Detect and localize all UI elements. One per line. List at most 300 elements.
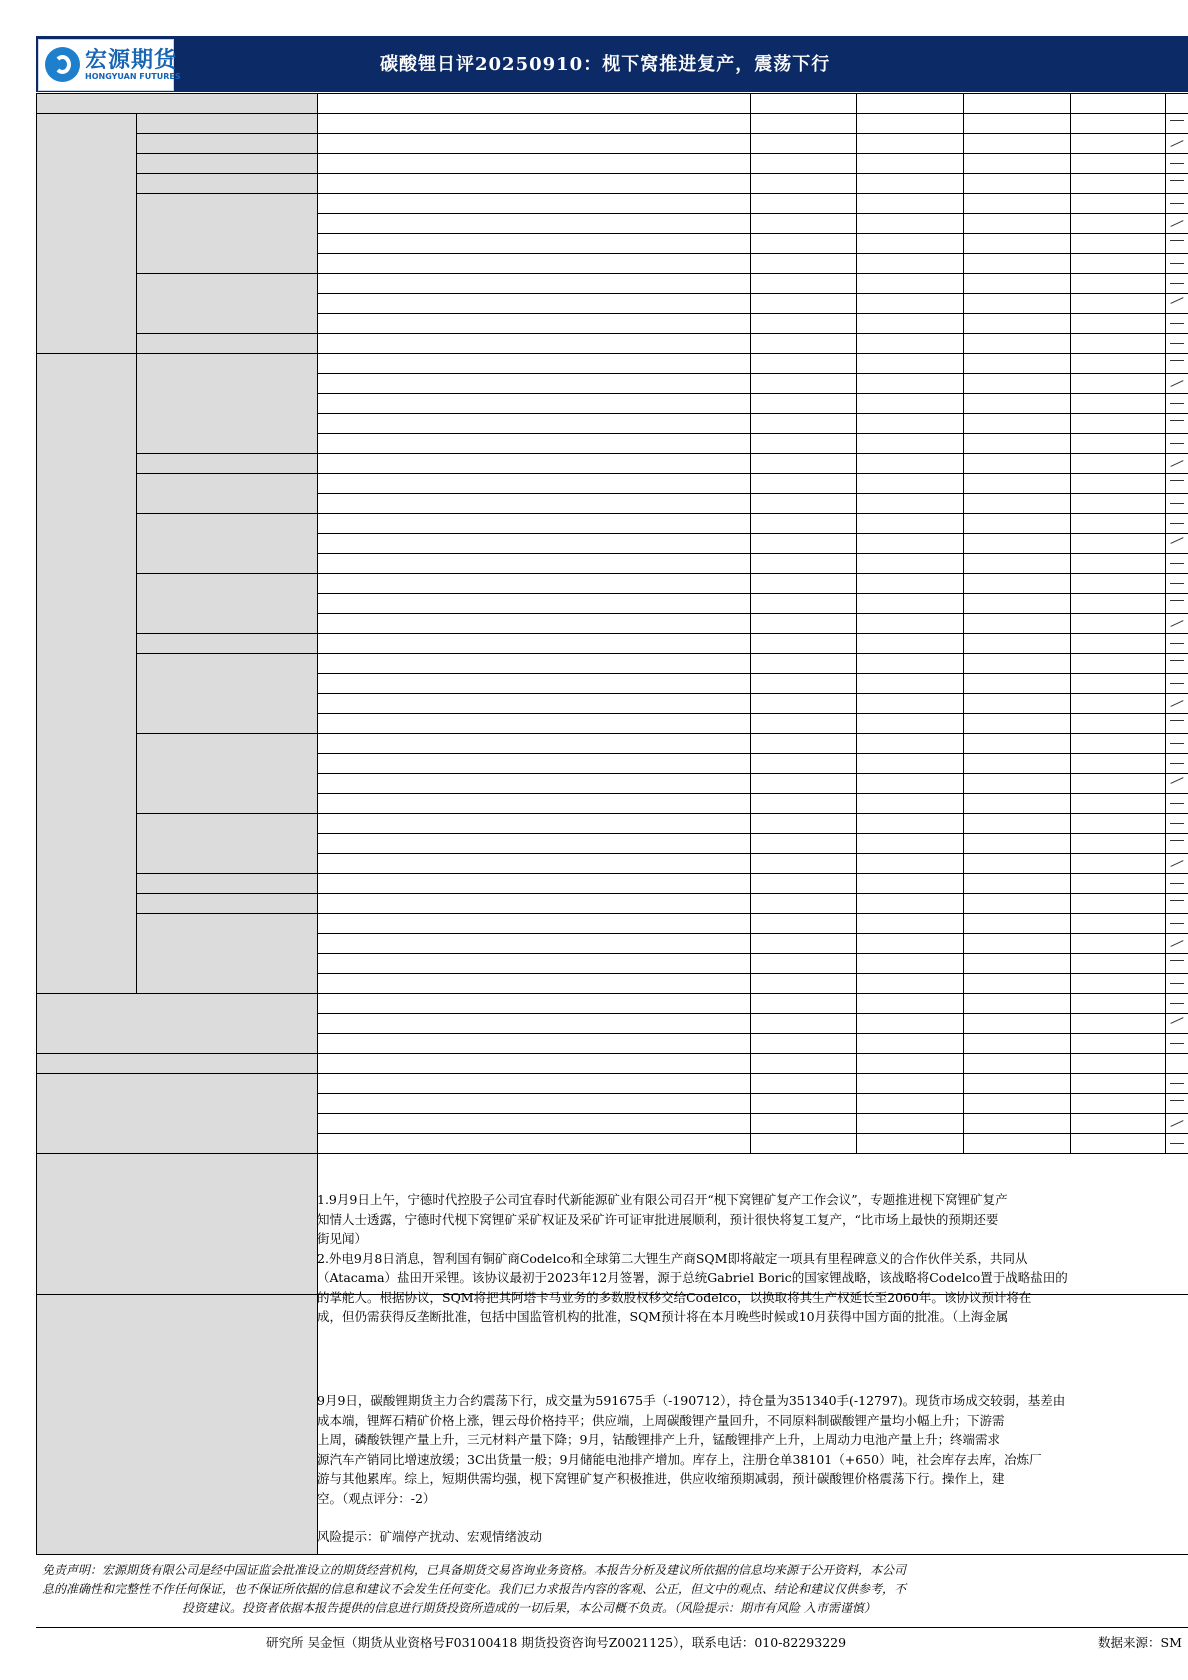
row-change [1070, 193, 1165, 213]
row-value [750, 273, 856, 293]
sparkline-mark [1170, 1083, 1184, 1084]
sparkline-mark [1170, 523, 1184, 524]
trend-sparkline-cell [1165, 293, 1188, 313]
row-value [963, 613, 1070, 633]
row-value [856, 533, 963, 553]
trend-sparkline-cell [1165, 933, 1188, 953]
row-value [856, 293, 963, 313]
table1-date-label [317, 93, 750, 113]
sparkline-mark [1170, 683, 1184, 684]
row-change [1070, 293, 1165, 313]
row-value [856, 793, 963, 813]
row-item-label [317, 313, 750, 333]
trend-sparkline-cell [1165, 793, 1188, 813]
row-item-label [317, 873, 750, 893]
row-change [1070, 713, 1165, 733]
row-value [856, 933, 963, 953]
row-item-label [317, 833, 750, 853]
trend-sparkline-cell [1165, 573, 1188, 593]
row-item-label [317, 913, 750, 933]
row-value [856, 593, 963, 613]
row-value [856, 953, 963, 973]
row-value [856, 653, 963, 673]
row-value [750, 433, 856, 453]
sparkline-mark [1170, 537, 1183, 544]
row-change [1070, 253, 1165, 273]
trend-sparkline-cell [1165, 173, 1188, 193]
sparkline-mark [1170, 803, 1184, 804]
row-value [750, 253, 856, 273]
inventory-value [856, 1113, 963, 1133]
row-item-label [317, 573, 750, 593]
row-value [963, 293, 1070, 313]
row-item-label [317, 273, 750, 293]
row-change [1070, 173, 1165, 193]
row-value [856, 813, 963, 833]
row-value [856, 973, 963, 993]
inventory-change [1070, 1133, 1165, 1153]
row-change [1070, 313, 1165, 333]
row-value [963, 693, 1070, 713]
row-value [856, 573, 963, 593]
row-change [1070, 433, 1165, 453]
logo-cn-text: 宏源期货 [85, 48, 178, 73]
sparkline-mark [1170, 380, 1183, 387]
row-value [856, 153, 963, 173]
row-value [963, 933, 1070, 953]
sparkline-mark [1170, 883, 1184, 884]
inventory-change [1070, 1073, 1165, 1093]
span-group-label [136, 653, 317, 733]
row-value [963, 573, 1070, 593]
row-value [963, 873, 1070, 893]
row-value [750, 373, 856, 393]
sparkline-mark [1170, 563, 1184, 564]
row-value [963, 433, 1070, 453]
row-item-label [317, 713, 750, 733]
sparkline-mark [1170, 860, 1183, 867]
row-item-label [317, 413, 750, 433]
row-change [1070, 613, 1165, 633]
sparkline-mark [1170, 823, 1184, 824]
row-value [750, 473, 856, 493]
row-value [856, 753, 963, 773]
row-value [963, 193, 1070, 213]
row-item-label [317, 533, 750, 553]
sparkline-mark [1170, 1043, 1184, 1044]
row-change [1070, 813, 1165, 833]
span-group-label [136, 813, 317, 873]
row-value [750, 113, 856, 133]
inventory-value [856, 1093, 963, 1113]
trend-sparkline-cell [1165, 533, 1188, 553]
row-sub-label [136, 173, 317, 193]
sparkline-mark [1170, 900, 1184, 901]
row-value [750, 933, 856, 953]
row-value [963, 673, 1070, 693]
row-value [750, 393, 856, 413]
trend-sparkline-cell [1165, 393, 1188, 413]
row-value [856, 553, 963, 573]
strategy-text: 9月9日，碳酸锂期货主力合约震荡下行，成交量为591675手（-190712），持仓量为351340手(-12797)。现货市场成交较弱，基差由 成本端，锂辉石精矿价格上涨，锂云母价格持平；供应端，上周碳酸锂产量回升，不同原料制碳酸锂产量均小幅上升；下游需 上周，磷酸铁锂产量上升，三元材料产量下降；9月，钴酸锂排产上升，锰酸锂排产上升，上周动力电池产量上升；终端需求 源汽车产销同比增速放缓；3C出货量一般；9月储能电池排产增加。库存上，注册仓单38101（+650）吨，社会库存去库，冶炼厂 游与其他累库。综上，短期供需均强，枧下窝锂矿复产积极推进，供应收缩预期减弱，预计碳酸锂价格震荡下行。操作上，建 空。（观点评分：-2） [317, 1393, 1066, 1506]
trend-sparkline-cell [1165, 273, 1188, 293]
row-value [750, 553, 856, 573]
row-value [856, 733, 963, 753]
row-value [963, 773, 1070, 793]
row-value [856, 113, 963, 133]
row-item-label [317, 893, 750, 913]
row-value [856, 333, 963, 353]
disclaimer [42, 1561, 1188, 1623]
row-value [750, 833, 856, 853]
row-change [1070, 893, 1165, 913]
row-value [750, 713, 856, 733]
row-value [750, 153, 856, 173]
row-change [1070, 853, 1165, 873]
table1-corner [36, 93, 317, 113]
row-change [1070, 353, 1165, 373]
row-item-label [317, 853, 750, 873]
table1-change-header [1070, 93, 1165, 113]
row-item-label [317, 493, 750, 513]
row-value [963, 953, 1070, 973]
row-item-label [317, 1033, 750, 1053]
row-item-label [317, 753, 750, 773]
row-value [856, 993, 963, 1013]
row-item-label [317, 693, 750, 713]
row-value [963, 513, 1070, 533]
sparkline-mark [1170, 180, 1184, 181]
row-value [856, 173, 963, 193]
row-item-label [317, 213, 750, 233]
row-change [1070, 673, 1165, 693]
row-item-label [317, 393, 750, 413]
trend-sparkline-cell [1165, 233, 1188, 253]
trend-sparkline-cell [1165, 193, 1188, 213]
row-value [963, 373, 1070, 393]
row-value [750, 593, 856, 613]
row-value [963, 833, 1070, 853]
row-value [963, 813, 1070, 833]
news-label [36, 1153, 317, 1294]
row-item-label [317, 1013, 750, 1033]
trend-sparkline-cell [1165, 333, 1188, 353]
row-value [856, 353, 963, 373]
row-value [750, 313, 856, 333]
inventory-value [856, 1073, 963, 1093]
row-value [750, 793, 856, 813]
span-group-label [136, 353, 317, 453]
row-value [856, 233, 963, 253]
disclaimer-line-1: 免责声明：宏源期货有限公司是经中国证监会批准设立的期货经营机构，已具备期货交易咨询业务资格。本报告分析及建议所依据的信息均来源于公开资料，本公司 [42, 1563, 907, 1577]
sparkline-mark [1170, 620, 1183, 627]
news-text: 1.9月9日上午，宁德时代控股子公司宜春时代新能源矿业有限公司召开“枧下窝锂矿复产工作会议”，专题推进枧下窝锂矿复产 知情人士透露，宁德时代枧下窝锂矿采矿权证及采矿许可证审批进展顺利，预计很快将复工复产，“比市场上最快的预期还要 街见闻） 2.外电9月8日消息，智利国有铜矿商Codelco和全球第二大锂生产商SQM即将敲定一项具有里程碑意义的合作伙伴关系，共同从 （Atacama）盐田开采锂。该协议最初于2023年12月签署，源于总统Gabriel Boric的国家锂战略，该战略将Codelco置于战略盐田的 的掌舵人。根据协议，SQM将把其阿塔卡马业务的多数股权移交给Codelco，以换取将其生产权延长至2060年。该协议预计将在 成，但仍需获得反垄断批准，包括中国监管机构的批准，SQM预计将在本月晚些时候或10月获得中国方面的批准。（上海金属 [317, 1192, 1068, 1324]
sparkline-mark [1170, 960, 1184, 961]
trend-sparkline-cell [1165, 953, 1188, 973]
sparkline-mark [1170, 983, 1184, 984]
row-item-label [317, 813, 750, 833]
trend-sparkline-cell [1165, 373, 1188, 393]
row-change [1070, 553, 1165, 573]
sparkline-mark [1170, 600, 1184, 601]
trend-sparkline-cell [1165, 1073, 1188, 1093]
inventory-value [963, 1073, 1070, 1093]
row-value [750, 813, 856, 833]
row-value [963, 273, 1070, 293]
row-item-label [317, 613, 750, 633]
row-value [963, 913, 1070, 933]
row-item-label [317, 733, 750, 753]
sparkline-mark [1170, 420, 1184, 421]
disclaimer-line-2: 息的准确性和完整性不作任何保证，也不保证所依据的信息和建议不会发生任何变化。我们已力求报告内容的客观、公正，但文中的观点、结论和建议仅供参考，不 [42, 1582, 907, 1596]
row-value [856, 1013, 963, 1033]
sparkline-mark [1170, 240, 1184, 241]
row-value [963, 753, 1070, 773]
row-change [1070, 473, 1165, 493]
trend-sparkline-cell [1165, 353, 1188, 373]
sparkline-mark [1170, 503, 1184, 504]
row-value [750, 753, 856, 773]
sparkline-mark [1170, 660, 1184, 661]
trend-sparkline-cell [1165, 813, 1188, 833]
trend-sparkline-cell [1165, 873, 1188, 893]
row-value [963, 153, 1070, 173]
row-item-label [317, 473, 750, 493]
table2-date-label [317, 1053, 750, 1073]
row-change [1070, 373, 1165, 393]
sparkline-mark [1170, 1003, 1184, 1004]
row-value [856, 1033, 963, 1053]
sparkline-mark [1170, 460, 1183, 467]
inventory-value [750, 1093, 856, 1113]
sparkline-mark [1170, 140, 1183, 147]
sparkline-mark [1170, 403, 1184, 404]
row-change [1070, 1013, 1165, 1033]
row-value [963, 133, 1070, 153]
row-change [1070, 933, 1165, 953]
row-value [963, 1013, 1070, 1033]
row-change [1070, 513, 1165, 533]
disclaimer-line-3: 投资建议。投资者依据本报告提供的信息进行期货投资所造成的一切后果，本公司概不负责。（风险提示：期市有风险 入市需谨慎） [182, 1601, 876, 1615]
trend-sparkline-cell [1165, 893, 1188, 913]
row-value [750, 733, 856, 753]
row-item-label [317, 653, 750, 673]
row-value [963, 413, 1070, 433]
row-value [856, 313, 963, 333]
row-value [750, 533, 856, 553]
row-sub-label [136, 113, 317, 133]
row-sub-label [136, 153, 317, 173]
row-item-label [317, 933, 750, 953]
row-item-label [317, 233, 750, 253]
inventory-item-label [317, 1133, 750, 1153]
span-group-label [36, 113, 136, 353]
inventory-change [1070, 1113, 1165, 1133]
row-value [856, 393, 963, 413]
row-item-label [317, 633, 750, 653]
trend-sparkline-cell [1165, 153, 1188, 173]
row-value [750, 953, 856, 973]
span-group-label [136, 473, 317, 513]
row-change [1070, 413, 1165, 433]
row-change [1070, 273, 1165, 293]
row-value [750, 513, 856, 533]
row-value [963, 233, 1070, 253]
sparkline-mark [1170, 643, 1184, 644]
row-value [963, 113, 1070, 133]
sparkline-mark [1170, 283, 1184, 284]
trend-sparkline-cell [1165, 633, 1188, 653]
trend-sparkline-cell [1165, 313, 1188, 333]
inventory-value [963, 1113, 1070, 1133]
span-group-label [136, 193, 317, 273]
sparkline-mark [1170, 297, 1183, 304]
sparkline-mark [1170, 1100, 1184, 1101]
table-bottom-border [36, 1554, 1188, 1555]
inventory-value [750, 1113, 856, 1133]
table2-change-header [1070, 1053, 1165, 1073]
row-item-label [317, 973, 750, 993]
row-change [1070, 633, 1165, 653]
risk-text: 风险提示：矿端停产扰动、宏观情绪波动 [317, 1529, 543, 1544]
row-value [750, 853, 856, 873]
row-value [856, 853, 963, 873]
row-value [750, 873, 856, 893]
sparkline-mark [1170, 763, 1184, 764]
span-group-label [36, 993, 317, 1053]
trend-sparkline-cell [1165, 613, 1188, 633]
row-item-label [317, 153, 750, 173]
table1-date-header [750, 93, 856, 113]
row-change [1070, 973, 1165, 993]
row-item-label [317, 193, 750, 213]
row-change [1070, 733, 1165, 753]
row-value [856, 253, 963, 273]
row-value [750, 133, 856, 153]
row-value [963, 173, 1070, 193]
row-value [856, 513, 963, 533]
sparkline-mark [1170, 443, 1184, 444]
row-change [1070, 773, 1165, 793]
trend-sparkline-cell [1165, 1013, 1188, 1033]
table2-corner [36, 1053, 317, 1073]
sparkline-mark [1170, 777, 1183, 784]
span-group-label [136, 273, 317, 333]
sparkline-mark [1170, 203, 1184, 204]
row-value [750, 1013, 856, 1033]
row-value [963, 593, 1070, 613]
row-value [856, 493, 963, 513]
inventory-value [963, 1093, 1070, 1113]
inventory-value [750, 1133, 856, 1153]
row-value [750, 333, 856, 353]
row-change [1070, 493, 1165, 513]
row-item-label [317, 793, 750, 813]
row-value [963, 393, 1070, 413]
row-value [750, 213, 856, 233]
row-item-label [317, 513, 750, 533]
row-change [1070, 113, 1165, 133]
sparkline-mark [1170, 840, 1184, 841]
inventory-item-label [317, 1073, 750, 1093]
row-value [963, 993, 1070, 1013]
span-group-label [136, 513, 317, 573]
row-value [963, 313, 1070, 333]
row-item-label [317, 293, 750, 313]
row-value [963, 653, 1070, 673]
row-value [963, 533, 1070, 553]
row-change [1070, 333, 1165, 353]
row-value [856, 473, 963, 493]
row-value [750, 913, 856, 933]
row-value [963, 853, 1070, 873]
trend-sparkline-cell [1165, 753, 1188, 773]
row-change [1070, 913, 1165, 933]
row-sub-label [136, 453, 317, 473]
row-change [1070, 873, 1165, 893]
report-title: 碳酸锂日评20250910：枧下窝推进复产，震荡下行 [380, 54, 831, 75]
trend-sparkline-cell [1165, 133, 1188, 153]
row-value [750, 493, 856, 513]
row-value [963, 553, 1070, 573]
row-value [856, 453, 963, 473]
footer-author: 研究所 吴金恒（期货从业资格号F03100418 期货投资咨询号Z0021125），联系电话：010-82293229 [266, 1635, 847, 1650]
inventory-change [1070, 1093, 1165, 1113]
trend-sparkline-cell [1165, 713, 1188, 733]
table2-date-header [856, 1053, 963, 1073]
row-value [963, 333, 1070, 353]
row-value [963, 973, 1070, 993]
row-value [750, 233, 856, 253]
row-value [750, 353, 856, 373]
row-value [750, 653, 856, 673]
sparkline-mark [1170, 583, 1184, 584]
span-group-label [36, 353, 136, 993]
sparkline-mark [1170, 1143, 1184, 1144]
row-item-label [317, 953, 750, 973]
inventory-value [856, 1133, 963, 1153]
row-value [963, 893, 1070, 913]
sparkline-mark [1170, 480, 1184, 481]
row-item-label [317, 333, 750, 353]
row-value [856, 773, 963, 793]
sparkline-mark [1170, 743, 1184, 744]
row-item-label [317, 353, 750, 373]
trend-sparkline-cell [1165, 593, 1188, 613]
row-value [750, 193, 856, 213]
sparkline-mark [1170, 163, 1184, 164]
row-item-label [317, 453, 750, 473]
strategy-label [36, 1294, 317, 1554]
trend-sparkline-cell [1165, 493, 1188, 513]
inventory-group-label [36, 1073, 317, 1153]
trend-header-cell [1165, 93, 1188, 113]
row-item-label [317, 433, 750, 453]
row-value [750, 293, 856, 313]
row-change [1070, 393, 1165, 413]
row-sub-label [136, 893, 317, 913]
sparkline-mark [1170, 263, 1184, 264]
row-change [1070, 753, 1165, 773]
sparkline-mark [1170, 1017, 1183, 1024]
row-value [856, 613, 963, 633]
row-value [750, 1033, 856, 1053]
trend-sparkline-cell [1165, 733, 1188, 753]
row-value [963, 733, 1070, 753]
row-value [856, 213, 963, 233]
trend-sparkline-cell [1165, 693, 1188, 713]
sparkline-mark [1170, 720, 1184, 721]
